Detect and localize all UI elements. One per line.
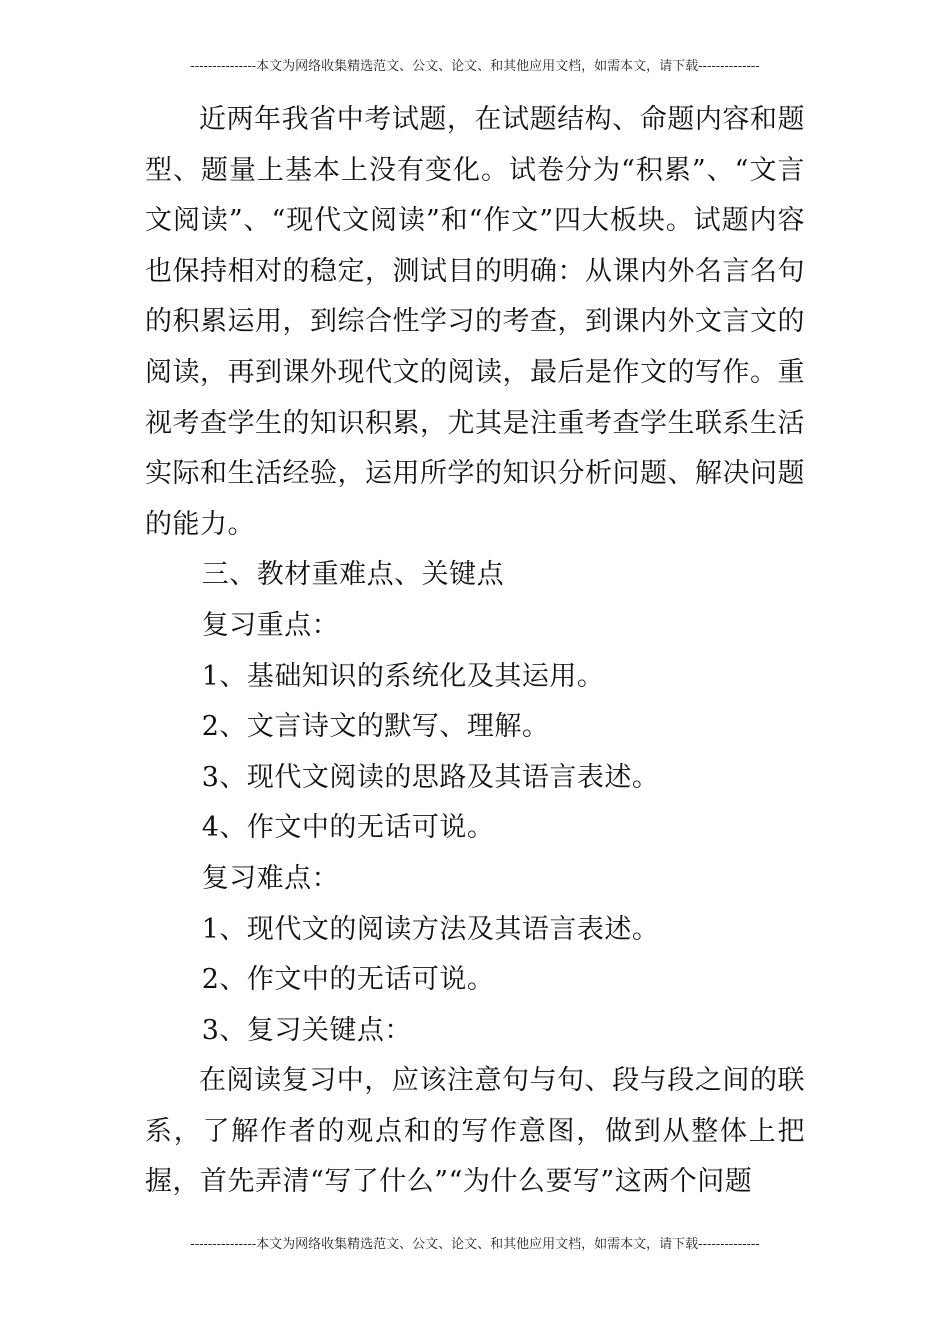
review-focus-item: 4、作文中的无话可说。 <box>201 812 495 844</box>
review-focus-item: 3、现代文阅读的思路及其语言表述。 <box>201 761 660 793</box>
review-difficulty-label: 复习难点： <box>201 862 340 894</box>
footer-banner: ---------------本文为网络收集精选范文、公文、论文、和其他应用文档，如需本文，请下载-------------- <box>190 1237 760 1252</box>
review-focus-label: 复习重点： <box>201 609 340 641</box>
intro-paragraph: 近两年我省中考试题，在试题结构、命题内容和题型、题量上基本上没有变化。试卷分为“积累”、“文言文阅读”、“现代文阅读”和“作文”四大板块。试题内容也保持相对的稳定，测试目的明确：从课内外名言名句的积累运用，到综合性学习的考查，到课内外文言文的阅读，再到课外现代文的阅读，最后是作文的写作。重视考查学生的知识积累，尤其是注重考查学生联系生活实际和生活经验，运用所学的知识分析问题、解决问题的能力。 <box>145 104 805 540</box>
section-heading: 三、教材重难点、关键点 <box>201 559 505 591</box>
review-difficulty-item: 1、现代文的阅读方法及其语言表述。 <box>201 913 660 945</box>
review-difficulty-item: 3、复习关键点： <box>201 1014 412 1046</box>
document-body <box>145 95 805 1208</box>
review-difficulty-item: 2、作文中的无话可说。 <box>201 964 495 996</box>
header-banner: ---------------本文为网络收集精选范文、公文、论文、和其他应用文档，如需本文，请下载-------------- <box>190 59 760 74</box>
review-focus-item: 1、基础知识的系统化及其运用。 <box>201 660 605 692</box>
review-focus-item: 2、文言诗文的默写、理解。 <box>201 711 550 743</box>
closing-paragraph: 在阅读复习中，应该注意句与句、段与段之间的联系，了解作者的观点和的写作意图，做到从整体上把握，首先弄清“写了什么”“为什么要写”这两个问题 <box>145 1065 805 1198</box>
